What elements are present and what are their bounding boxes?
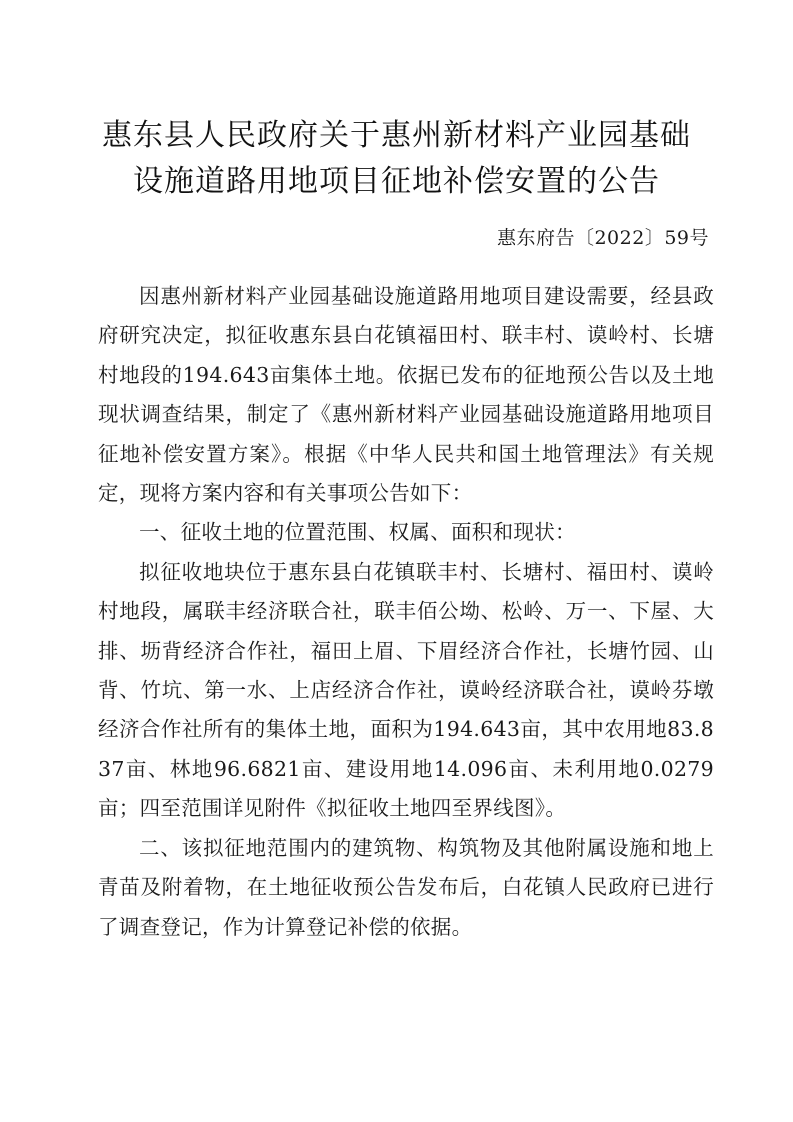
paragraph-section-1-heading: 一、征收土地的位置范围、权属、面积和现状： bbox=[139, 520, 576, 545]
paragraph-intro: 因惠州新材料产业园基础设施道路用地项目建设需要，经县政府研究决定，拟征收惠东县白花镇福田村、联丰村、谟岭村、长塘村地段的194.643亩集体土地。依据已发布的征地预公告以及土地现状调查结果，制定了《惠州新材料产业园基础设施道路用地项目征地补偿安置方案》。根据《中华人民共和国土地管理法》有关规定，现将方案内容和有关事项公告如下： bbox=[98, 284, 714, 506]
document-title-line-2: 设施道路用地项目征地补偿安置的公告 bbox=[133, 164, 660, 199]
document-number: 惠东府告〔2022〕59号 bbox=[496, 227, 709, 249]
paragraph-section-2: 二、该拟征地范围内的建筑物、构筑物及其他附属设施和地上青苗及附着物，在土地征收预公告发布后，白花镇人民政府已进行了调查登记，作为计算登记补偿的依据。 bbox=[98, 835, 714, 939]
document-title-line-1: 惠东县人民政府关于惠州新材料产业园基础 bbox=[102, 118, 691, 153]
paragraph-section-1-body: 拟征收地块位于惠东县白花镇联丰村、长塘村、福田村、谟岭村地段，属联丰经济联合社，联丰佰公坳、松岭、万一、下屋、大排、坜背经济合作社，福田上眉、下眉经济合作社，长塘竹园、山背、竹坑、第一水、上店经济合作社，谟岭经济联合社，谟岭芬墩经济合作社所有的集体土地，面积为194.643亩，其中农用地83.837亩、林地96.6821亩、建设用地14.096亩、未利用地0.0279亩；四至范围详见附件《拟征收土地四至界线图》。 bbox=[98, 559, 714, 821]
document-body bbox=[98, 277, 714, 947]
